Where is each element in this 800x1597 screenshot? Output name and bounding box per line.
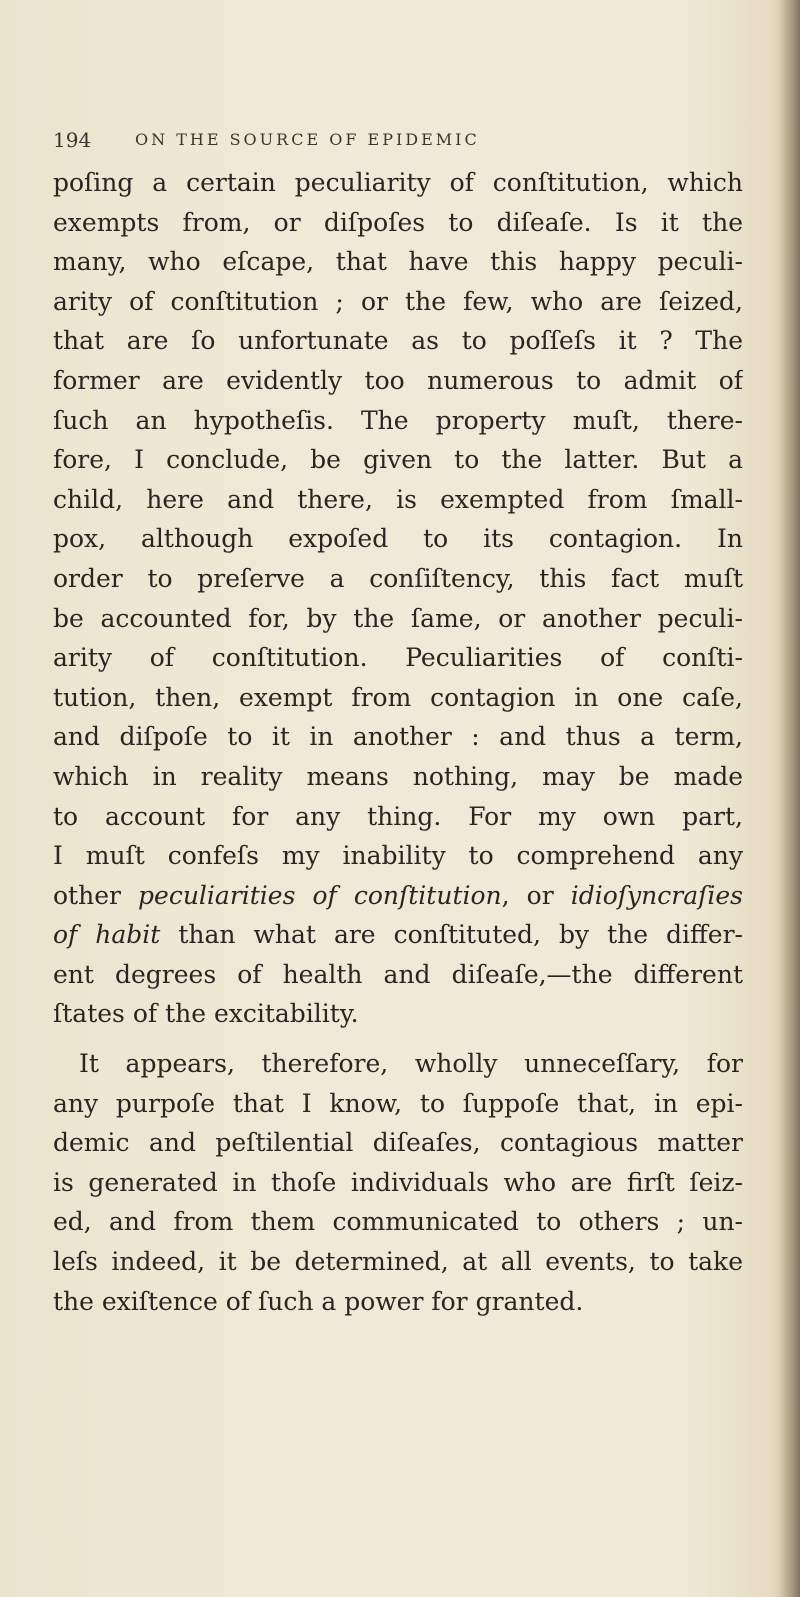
text-line: to account for any thing. For my own part, xyxy=(53,801,743,831)
text-line: arity of conſtitution ; or the few, who are ſeized, xyxy=(53,286,743,316)
text-line: many, who eſcape, that have this happy peculi- xyxy=(53,247,743,277)
text-line: ſtates of the excitability. xyxy=(53,999,359,1029)
page-edge-shadow xyxy=(778,0,800,1597)
paragraph-2 xyxy=(53,1044,743,1321)
text-line: and diſpoſe to it in another : and thus a term, xyxy=(53,722,743,752)
text-line: tution, then, exempt from contagion in one caſe, xyxy=(53,682,743,712)
text-run: other xyxy=(53,880,139,910)
text-line: be accounted for, by the ſame, or another peculi- xyxy=(53,603,743,633)
paragraph-gap xyxy=(53,1034,743,1044)
text-line: which in reality means nothing, may be made xyxy=(53,761,743,791)
text-line: former are evidently too numerous to admit of xyxy=(53,365,743,395)
italic-phrase: peculiarities of conſtitution xyxy=(138,880,502,910)
text-line: ent degrees of health and diſeaſe,—the different xyxy=(53,959,743,989)
text-line: order to preſerve a conſiſtency, this fact muſt xyxy=(53,563,743,593)
text-line: leſs indeed, it be determined, at all events, to take xyxy=(53,1247,743,1277)
text-run: than what are conſtituted, by the differ- xyxy=(160,920,743,950)
text-line: poſing a certain peculiarity of conſtitution, which xyxy=(53,168,743,197)
text-line xyxy=(53,876,743,916)
paragraph-1 xyxy=(53,163,743,1034)
text-line: arity of conſtitution. Peculiarities of conſti- xyxy=(53,643,743,673)
text-line: demic and peſtilential diſeaſes, contagious matter xyxy=(53,1128,743,1158)
text-line: I muſt confeſs my inability to comprehend any xyxy=(53,841,743,871)
running-title: ON THE SOURCE OF EPIDEMIC xyxy=(135,130,480,149)
text-line: is generated in thoſe individuals who are firſt ſeiz- xyxy=(53,1167,743,1197)
text-run: , or xyxy=(501,880,571,910)
text-line: ed, and from them communicated to others ; un- xyxy=(53,1207,743,1237)
text-line: any purpoſe that I know, to ſuppoſe that, in epi- xyxy=(53,1088,743,1118)
text-line: pox, although expoſed to its contagion. In xyxy=(53,524,743,554)
text-line: that are ſo unfortunate as to poſſeſs it ? The xyxy=(53,326,743,356)
page-number: 194 xyxy=(53,128,92,152)
italic-phrase: of habit xyxy=(53,920,161,950)
text-line xyxy=(53,915,743,955)
body-text xyxy=(53,163,743,1321)
text-line: child, here and there, is exempted from ſmall- xyxy=(53,484,743,514)
page-header xyxy=(53,128,753,158)
text-line: It appears, therefore, wholly unneceſſary, for xyxy=(79,1049,743,1079)
text-line: the exiſtence of ſuch a power for granted. xyxy=(53,1286,584,1316)
text-line: fore, I conclude, be given to the latter. But a xyxy=(53,445,743,475)
text-line: exempts from, or diſpoſes to diſeaſe. Is it the xyxy=(53,207,743,237)
text-line: ſuch an hypotheſis. The property muſt, there- xyxy=(53,405,743,435)
italic-phrase: idioſyncraſies xyxy=(570,880,743,910)
